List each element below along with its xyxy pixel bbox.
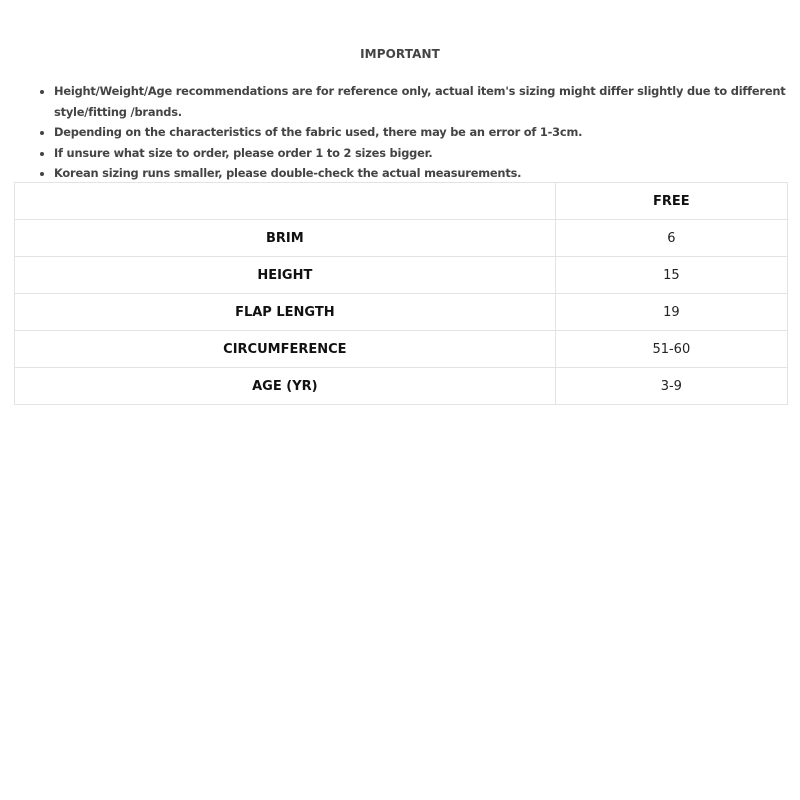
row-value-age: 3-9 (555, 368, 787, 405)
notice-item-fabric-error: • Depending on the characteristics of the fabric used, there may be an error of 1-3cm. (54, 122, 800, 143)
notice-list (38, 81, 800, 184)
row-label-circumference: CIRCUMFERENCE (15, 331, 556, 368)
table-row-flap-length (15, 294, 788, 331)
notice-title: IMPORTANT (360, 47, 440, 61)
table-row-circumference (15, 331, 788, 368)
size-table (14, 182, 788, 405)
row-label-height: HEIGHT (15, 257, 556, 294)
table-row-brim (15, 220, 788, 257)
notice-item-order-bigger: • If unsure what size to order, please order 1 to 2 sizes bigger. (54, 143, 800, 164)
row-label-flap-length: FLAP LENGTH (15, 294, 556, 331)
table-corner-cell (15, 183, 556, 220)
row-label-age: AGE (YR) (15, 368, 556, 405)
row-value-height: 15 (555, 257, 787, 294)
table-row-height (15, 257, 788, 294)
table-header-row (15, 183, 788, 220)
row-value-circumference: 51-60 (555, 331, 787, 368)
notice-item-fit-reference: • Height/Weight/Age recommendations are for reference only, actual item's sizing might differ slightly due to different style/fitting /brands. (54, 81, 800, 122)
notice-item-korean-sizing: • Korean sizing runs smaller, please double-check the actual measurements. (54, 163, 800, 184)
row-value-flap-length: 19 (555, 294, 787, 331)
row-value-brim: 6 (555, 220, 787, 257)
table-row-age (15, 368, 788, 405)
row-label-brim: BRIM (15, 220, 556, 257)
size-column-header: FREE (555, 183, 787, 220)
